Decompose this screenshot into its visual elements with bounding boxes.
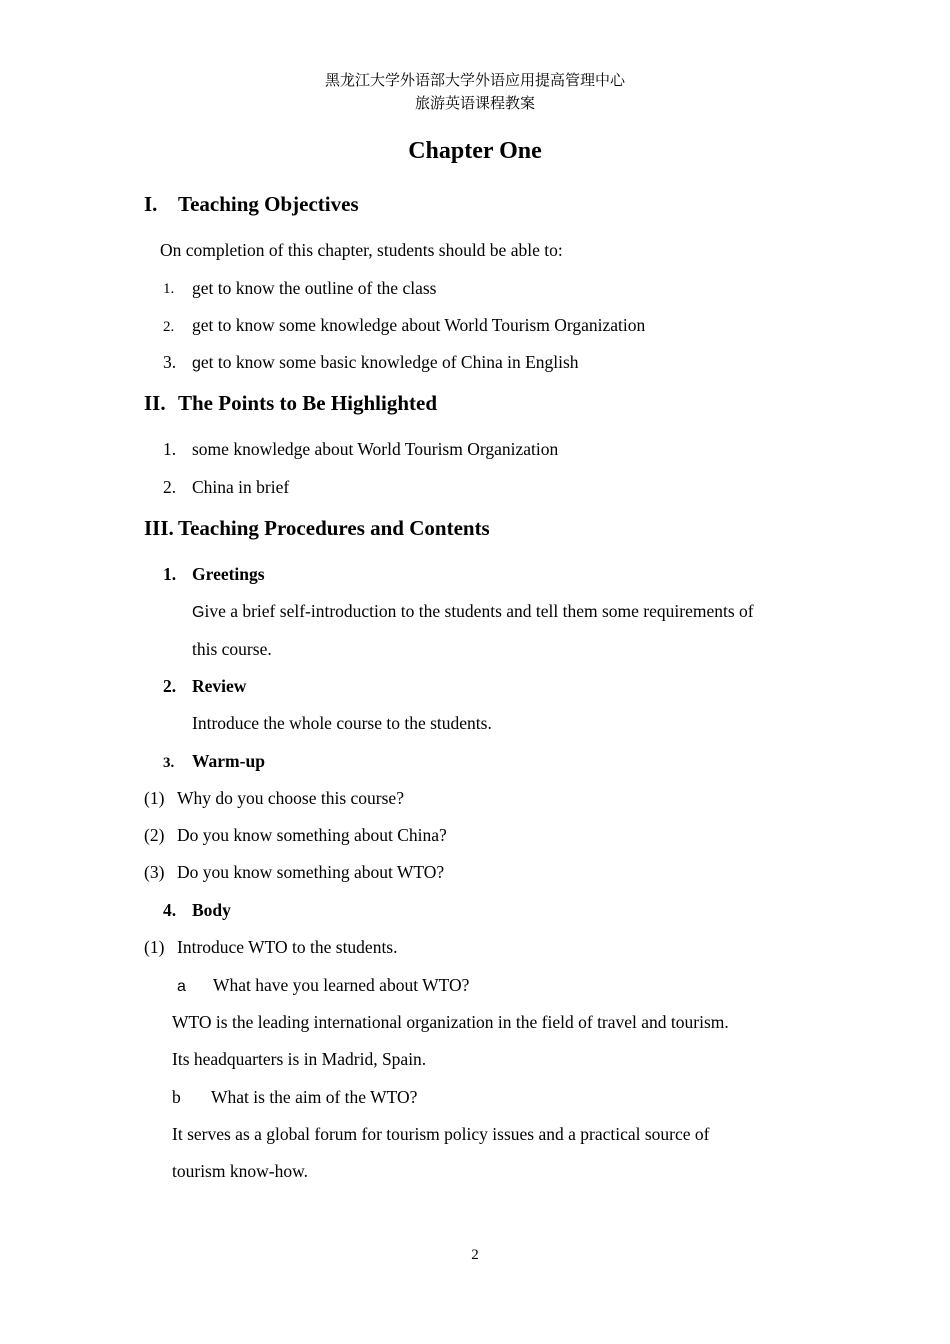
section-3-heading: Teaching Procedures and Contents (178, 516, 490, 540)
subsection-number: 1. (163, 564, 177, 584)
subsection-number: 4. (163, 900, 177, 920)
subsection-heading-warmup: Warm-up (192, 751, 265, 771)
section-3-number: III. (144, 516, 174, 540)
list-item-number: 1. (163, 439, 177, 459)
list-item-text: get to know some knowledge about World Tourism Organization (192, 315, 646, 335)
qa-answer-a-line-2: Its headquarters is in Madrid, Spain. (172, 1049, 427, 1069)
body-item-number: (1) (144, 937, 165, 957)
page-number: 2 (471, 1247, 479, 1263)
question-number: (3) (144, 862, 165, 882)
subsection-number: 3. (163, 755, 175, 771)
list-item-text: get to know some basic knowledge of China in English (192, 352, 579, 372)
header-line-1: 黑龙江大学外语部大学外语应用提高管理中心 (324, 73, 625, 89)
subsection-heading-greetings: Greetings (192, 564, 265, 584)
body-item-text: Introduce WTO to the students. (177, 937, 398, 957)
review-text: Introduce the whole course to the students. (192, 713, 492, 733)
qa-label-b: b (172, 1087, 181, 1107)
question-number: (1) (144, 788, 165, 808)
list-item-number: 3. (163, 352, 177, 372)
question-text: Do you know something about WTO? (177, 862, 445, 882)
subsection-number: 2. (163, 676, 177, 696)
qa-label-a: a (177, 978, 186, 995)
question-text: Do you know something about China? (177, 825, 447, 845)
header-line-2: 旅游英语课程教案 (414, 96, 535, 112)
list-item-text: some knowledge about World Tourism Organization (192, 439, 559, 459)
list-item-number: 2. (163, 477, 177, 497)
qa-answer-b-line-2: tourism know-how. (172, 1161, 308, 1181)
question-number: (2) (144, 825, 165, 845)
question-text: Why do you choose this course? (177, 788, 404, 808)
subsection-heading-body: Body (192, 900, 231, 920)
section-2-number: II. (144, 391, 166, 415)
page-title: Chapter One (408, 138, 542, 164)
greetings-text-line-1: Give a brief self-introduction to the students and tell them some requirements of (192, 601, 754, 621)
qa-answer-a-line-1: WTO is the leading international organization in the field of travel and tourism. (172, 1012, 729, 1032)
greetings-text-line-2: this course. (192, 639, 272, 659)
list-item-number: 2. (163, 319, 175, 335)
list-item-number: 1. (163, 281, 175, 297)
qa-question-a: What have you learned about WTO? (213, 975, 470, 995)
qa-question-b: What is the aim of the WTO? (211, 1087, 418, 1107)
section-1-number: I. (144, 192, 158, 216)
qa-answer-b-line-1: It serves as a global forum for tourism policy issues and a practical source of (172, 1124, 710, 1144)
section-2-heading: The Points to Be Highlighted (178, 391, 438, 415)
list-item-text: get to know the outline of the class (192, 278, 437, 298)
section-1-heading: Teaching Objectives (178, 192, 359, 216)
section-1-intro: On completion of this chapter, students should be able to: (160, 240, 563, 260)
list-item-text: China in brief (192, 477, 290, 497)
subsection-heading-review: Review (192, 676, 247, 696)
